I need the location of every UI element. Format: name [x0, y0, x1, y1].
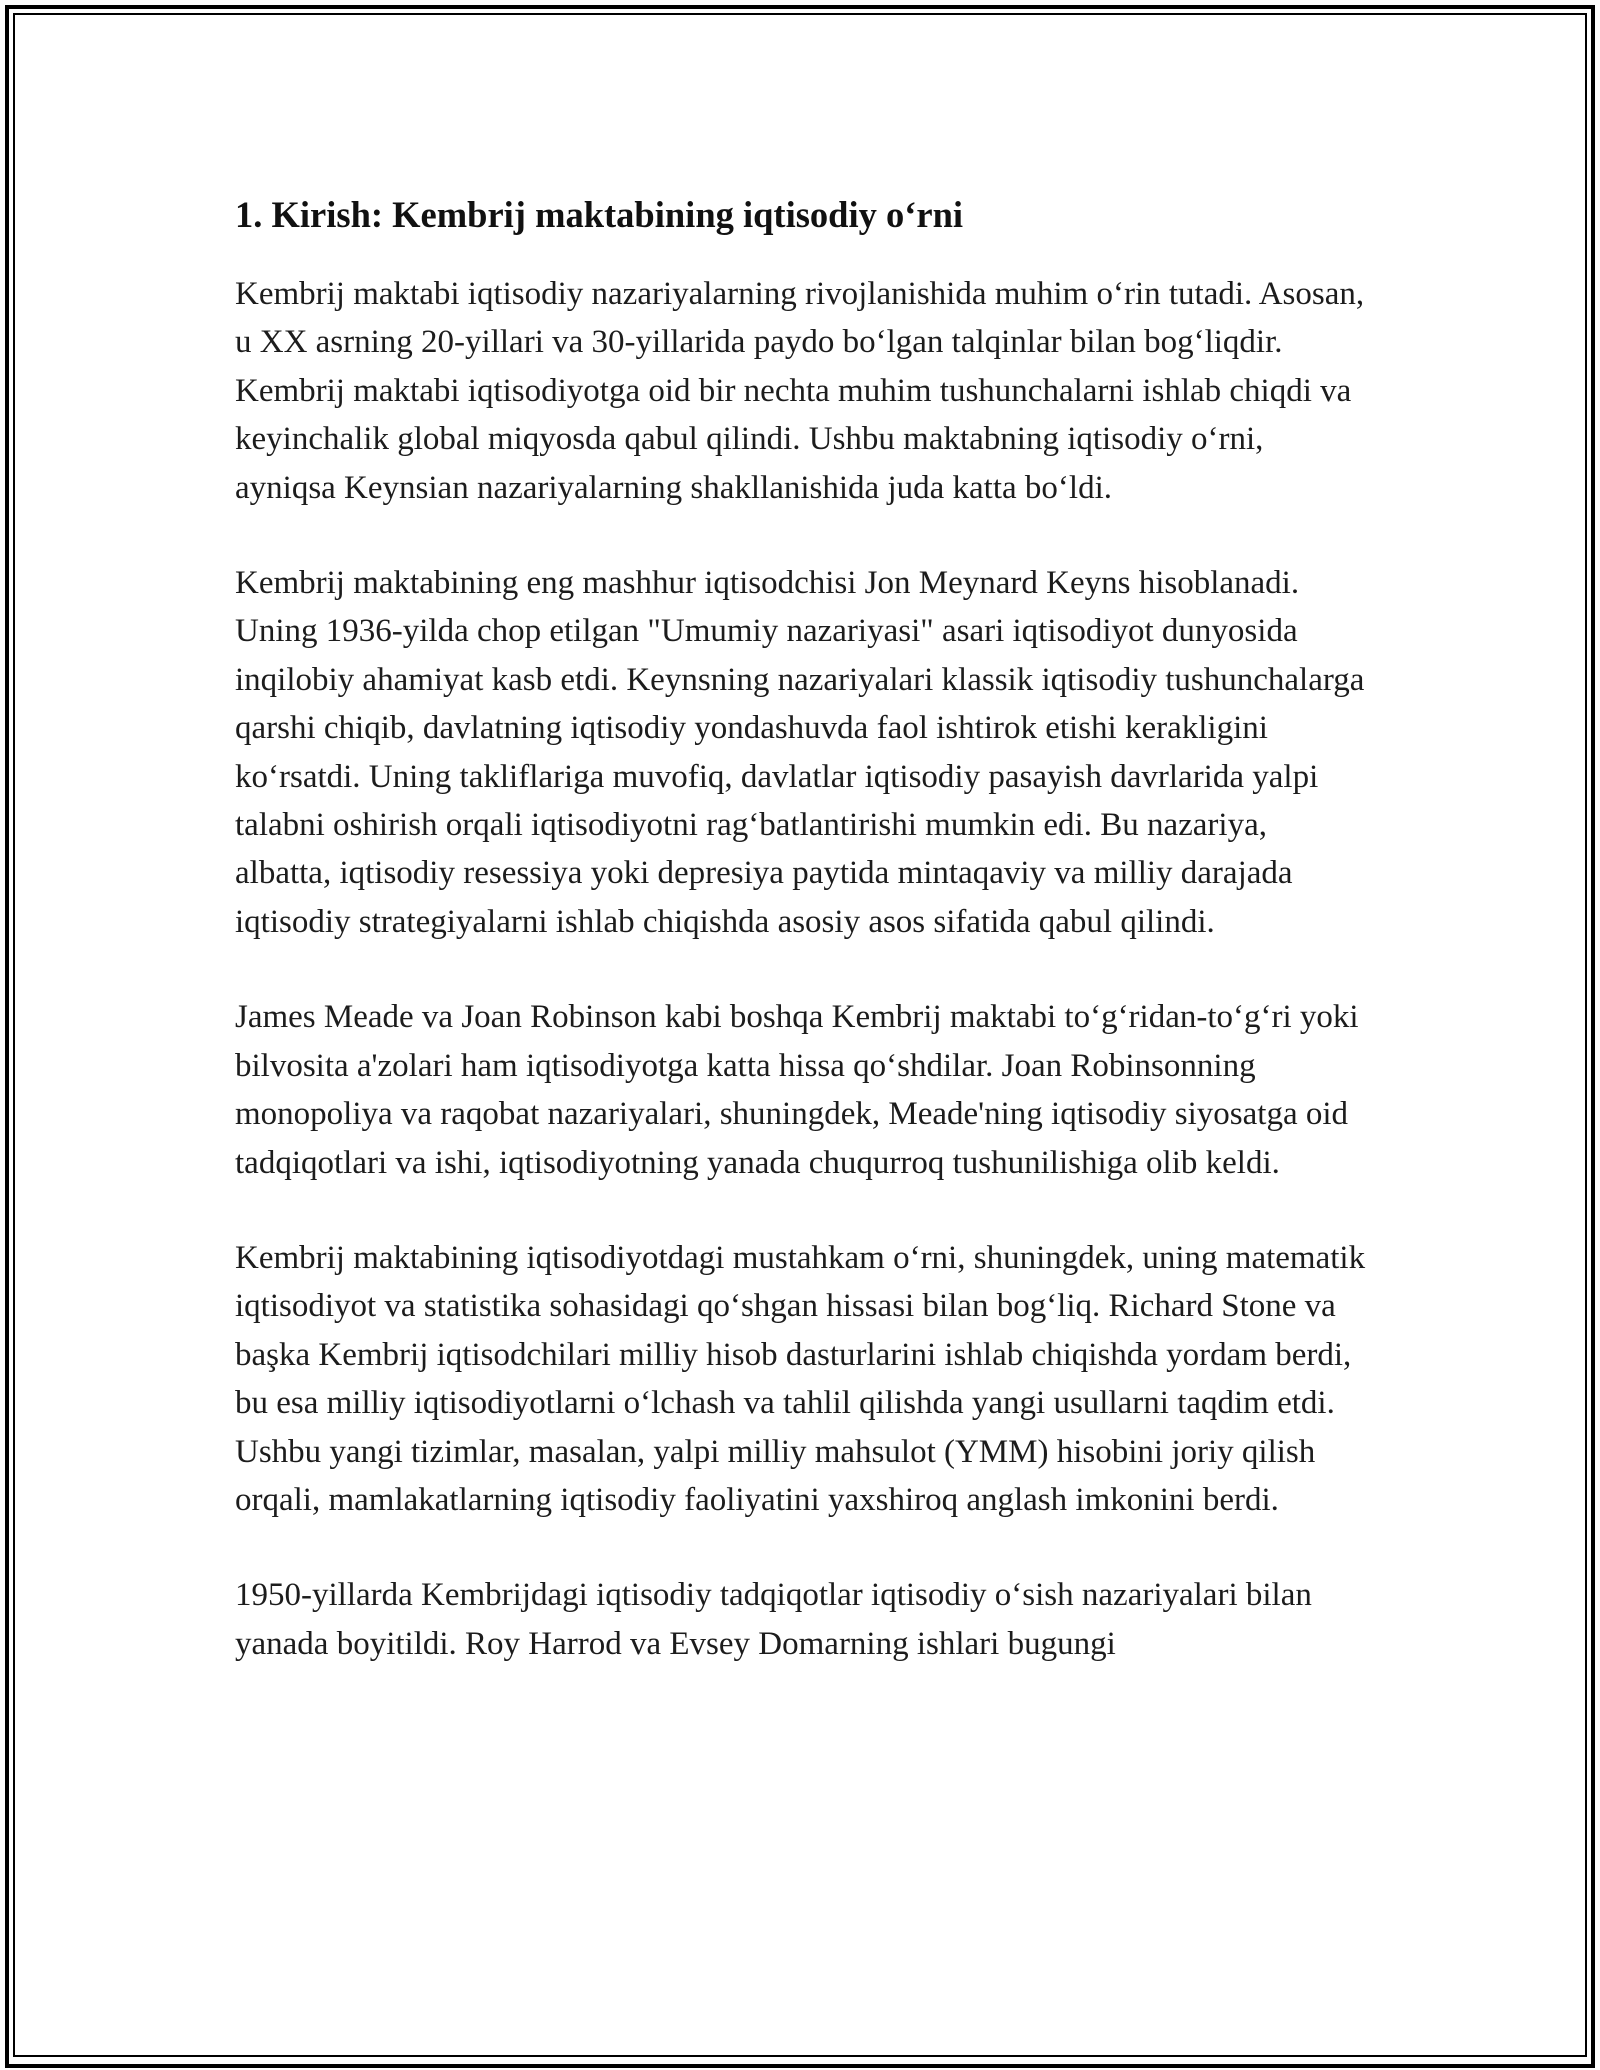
paragraph-keynes: Kembrij maktabining eng mashhur iqtisodchisi Jon Meynard Keyns hisoblanadi. Uning 1936-yilda chop etilgan "Umumiy nazariyasi" asari iqtisodiyot dunyosida inqilobiy ahamiyat kasb etdi. Keynsning nazariyalari klassik iqtisodiy tushunchalarga qarshi chiqib, davlatning iqtisodiy yondashuvda faol ishtirok etishi kerakligini ko‘rsatdi. Uning takliflariga muvofiq, davlatlar iqtisodiy pasayish davrlarida yalpi talabni oshirish orqali iqtisodiyotni rag‘batlantirishi mumkin edi. Bu nazariya, albatta, iqtisodiy resessiya yoki depresiya paytida mintaqaviy va milliy darajada iqtisodiy strategiyalarni ishlab chiqishda asosiy asos sifatida qabul qilindi.: [235, 565, 1365, 940]
section-heading: 1. Kirish: Kembrij maktabining iqtisodiy o‘rni: [235, 194, 964, 235]
paragraph-intro: Kembrij maktabi iqtisodiy nazariyalarning rivojlanishida muhim o‘rin tutadi. Asosan, u XX asrning 20-yillari va 30-yillarida paydo bo‘lgan talqinlar bilan bog‘liqdir. Kembrij maktabi iqtisodiyotga oid bir nechta muhim tushunchalarni ishlab chiqdi va keyinchalik global miqyosda qabul qilindi. Ushbu maktabning iqtisodiy o‘rni, ayniqsa Keynsian nazariyalarning shakllanishida juda katta bo‘ldi.: [235, 276, 1365, 506]
paragraph-statistics: Kembrij maktabining iqtisodiyotdagi mustahkam o‘rni, shuningdek, uning matematik iqtisodiyot va statistika sohasidagi qo‘shgan hissasi bilan bog‘liq. Richard Stone va başka Kembrij iqtisodchilari milliy hisob dasturlarini ishlab chiqishda yordam berdi, bu esa milliy iqtisodiyotlarni o‘lchash va tahlil qilishda yangi usullarni taqdim etdi. Ushbu yangi tizimlar, masalan, yalpi milliy mahsulot (YMM) hisobini joriy qilish orqali, mamlakatlarning iqtisodiy faoliyatini yaxshiroq anglash imkonini berdi.: [235, 1239, 1366, 1518]
paragraph-meade-robinson: James Meade va Joan Robinson kabi boshqa Kembrij maktabi to‘g‘ridan-to‘g‘ri yoki bilvosita a'zolari ham iqtisodiyotga katta hissa qo‘shdilar. Joan Robinsonning monopoliya va raqobat nazariyalari, shuningdek, Meade'ning iqtisodiy siyosatga oid tadqiqotlari va ishi, iqtisodiyotning yanada chuqurroq tushunilishiga olib keldi.: [235, 999, 1359, 1181]
document-body: [235, 186, 1370, 1715]
paragraph-growth: 1950-yillarda Kembrijdagi iqtisodiy tadqiqotlar iqtisodiy o‘sish nazariyalari bilan yanada boyitildi. Roy Harrod va Evsey Domarning ishlari bugungi: [235, 1577, 1312, 1662]
